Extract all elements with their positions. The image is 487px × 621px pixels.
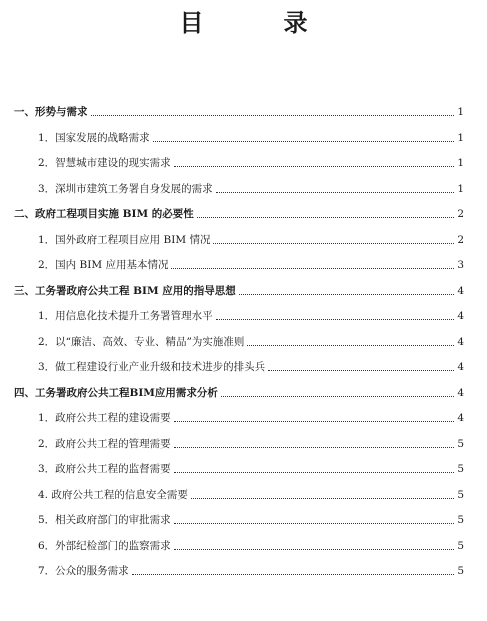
toc-entry — [14, 180, 464, 196]
toc-page-number: 5 — [457, 463, 464, 475]
toc-entry-label: 二、政府工程项目实施 BIM 的必要性 — [14, 208, 194, 220]
toc-entry — [14, 384, 464, 400]
toc-entry — [14, 103, 464, 119]
toc-entry-label: 7．公众的服务需求 — [38, 565, 129, 577]
toc-entry-label: 三、工务署政府公共工程 BIM 应用的指导思想 — [14, 284, 236, 297]
toc-page-number: 2 — [457, 233, 464, 246]
toc-page-number: 5 — [457, 488, 464, 501]
toc-page-number: 2 — [457, 208, 464, 220]
dot-leader — [247, 345, 454, 346]
toc-page-number: 1 — [457, 131, 464, 144]
toc-entry-label: 6．外部纪检部门的监察需求 — [38, 539, 171, 552]
toc-entry-label: 3．深圳市建筑工务署自身发展的需求 — [38, 182, 213, 195]
dot-leader — [239, 294, 455, 295]
toc-entry-label: 1．用信息化技术提升工务署管理水平 — [38, 310, 213, 322]
dot-leader — [268, 370, 454, 371]
dot-leader — [174, 472, 455, 473]
dot-leader — [191, 498, 454, 499]
toc-entry-label: 1．政府公共工程的建设需要 — [38, 412, 171, 424]
toc-page-number: 3 — [457, 259, 464, 271]
toc-entry — [14, 231, 464, 247]
toc-page-number: 1 — [457, 106, 464, 118]
toc-entry — [14, 282, 464, 298]
dot-leader — [197, 217, 455, 218]
dot-leader — [174, 447, 455, 448]
toc-entry-label: 1．国家发展的战略需求 — [38, 131, 150, 144]
toc-entry-label: 四、工务署政府公共工程BIM应用需求分析 — [14, 386, 218, 399]
toc-entry-label: 2．智慧城市建设的现实需求 — [38, 157, 171, 169]
dot-leader — [213, 243, 454, 244]
toc-entry-label: 5．相关政府部门的审批需求 — [38, 514, 171, 526]
dot-leader — [174, 523, 455, 524]
toc-entry — [14, 307, 464, 323]
toc-entry-label: 1．国外政府工程项目应用 BIM 情况 — [38, 233, 211, 246]
page-title: 目 录 — [179, 8, 336, 37]
toc-page-number: 4 — [457, 335, 464, 348]
toc-entry — [14, 409, 464, 425]
dot-leader — [221, 396, 454, 397]
toc-entry — [14, 154, 464, 170]
toc-entry — [14, 537, 464, 553]
toc-entry — [14, 435, 464, 451]
toc-entry — [14, 333, 464, 349]
toc-entry — [14, 256, 464, 272]
toc-page-number: 4 — [457, 284, 464, 297]
dot-leader — [216, 319, 455, 320]
dot-leader — [132, 574, 455, 575]
toc-entry-label: 4. 政府公共工程的信息安全需要 — [38, 488, 188, 501]
toc-page-number: 5 — [457, 565, 464, 577]
toc-entry-label: 2．国内 BIM 应用基本情况 — [38, 259, 169, 271]
toc-entry — [14, 562, 464, 578]
dot-leader — [153, 141, 455, 142]
toc-entry-label: 2．以“廉洁、高效、专业、精品”为实施准则 — [38, 335, 245, 348]
toc-entry-label: 一、形势与需求 — [14, 106, 88, 118]
toc-page-number: 4 — [457, 361, 464, 373]
toc-entry — [14, 358, 464, 374]
dot-leader — [174, 421, 455, 422]
dot-leader — [216, 192, 455, 193]
toc-entry — [14, 129, 464, 145]
dot-leader — [174, 166, 455, 167]
toc-page-number: 1 — [457, 157, 464, 169]
dot-leader — [91, 115, 455, 116]
toc-page-number: 5 — [457, 437, 464, 450]
toc-page-number: 5 — [457, 514, 464, 526]
toc-entry-label: 3．做工程建设行业产业升级和技术进步的排头兵 — [38, 361, 266, 373]
toc-page-number: 1 — [457, 182, 464, 195]
toc-entry-label: 2．政府公共工程的管理需要 — [38, 437, 171, 450]
toc-entry — [14, 460, 464, 476]
toc-entry — [14, 486, 464, 502]
toc-page-number: 4 — [457, 386, 464, 399]
dot-leader — [171, 268, 454, 269]
toc-page-number: 4 — [457, 412, 464, 424]
toc-entry-label: 3．政府公共工程的监督需要 — [38, 463, 171, 475]
toc-entry — [14, 511, 464, 527]
dot-leader — [174, 549, 455, 550]
toc-page-number: 4 — [457, 310, 464, 322]
toc-page-number: 5 — [457, 539, 464, 552]
toc-entry — [14, 205, 464, 221]
